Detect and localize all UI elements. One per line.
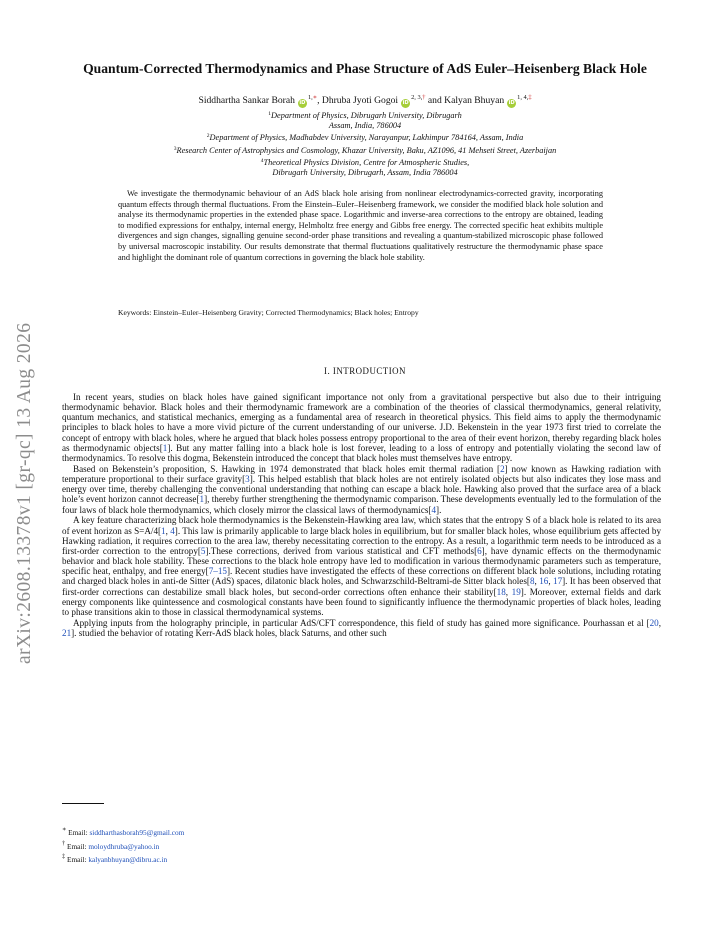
author-affil: 1,	[307, 94, 313, 101]
citation-link[interactable]: 6	[477, 545, 482, 556]
author-affil: 2, 3,	[411, 94, 423, 101]
citation-link[interactable]: 4	[170, 525, 175, 536]
email-link[interactable]: kalyanbhuyan@dibru.ac.in	[88, 855, 168, 864]
section-heading	[40, 366, 690, 376]
body-text: ]. Moreover, external fields and dark energy components like quintessence and cosmological constants have been found to significantly influence the thermodynamic properties of black holes, leading to phase transitions akin to those in classical thermodynamical systems.	[62, 586, 662, 617]
author-mark[interactable]: †	[422, 94, 426, 101]
orcid-icon[interactable]: iD	[299, 100, 306, 106]
body-paragraph	[62, 515, 661, 617]
section-title: INTRODUCTION	[332, 366, 406, 376]
body-text: ]. This helped establish that black holes are not entirely isolated objects but also indicates they lose mass and energy over time, thereby challenging the conventional understanding that nothing can escape a black hole. Hawking also proved that the surface area of a black hole’s event horizon cannot decrease[	[62, 474, 661, 505]
abstract	[118, 189, 603, 263]
author-sep: ,	[317, 95, 320, 106]
footnotes	[62, 825, 462, 866]
body-paragraph	[62, 392, 661, 463]
citation-link[interactable]: 5	[200, 545, 206, 556]
citation-link[interactable]: 4	[431, 504, 437, 515]
footnote-label: Email:	[67, 855, 87, 864]
affil-line: Theoretical Physics Division, Centre for Atmospheric Studies,	[263, 157, 470, 167]
author-mark[interactable]: ‡	[528, 94, 532, 101]
footnote-label: Email:	[67, 841, 87, 851]
body-text: ], have dynamic effects on the thermodynamic behavior and black hole stability. These corrections to the black hole entropy have led to modification in various thermodynamic parameters such as temperature, specific heat, enthalpy, and free energy[	[62, 545, 661, 577]
body-text: ,	[658, 617, 661, 628]
body-text: ]. studied the behavior of rotating Kerr-AdS black holes, black Saturns, and other such	[71, 627, 387, 638]
body-text: ]. Recent studies have investigated the effects of these corrections on different black hole solutions, including rotating and charged black holes in anti-de Sitter (AdS) spaces, dilatonic black holes, and Schwarzschild-Beltrami-de Sitter black holes[	[62, 566, 661, 587]
body-text: ,	[165, 525, 171, 536]
body-text: ]. This law is primarily applicable to large black holes in equilibrium, but for smaller black holes, whose equilibrium gets affected by Hawking radiation, it requires correction to the area law, thereby necessitating correction to the entropy. As a result, a logarithmic term needs to be introduced as a first-order correction to the entropy[	[62, 525, 662, 556]
citation-link[interactable]: 8	[529, 576, 535, 587]
body-text: ] now known as Hawking radiation with temperature proportional to their surface gravity[	[62, 463, 661, 485]
orcid-icon[interactable]: iD	[402, 100, 409, 106]
body-text: ,	[505, 586, 512, 597]
citation-link[interactable]: 19	[511, 586, 521, 597]
arxiv-stamp: arXiv:2608.13378v1 [gr-qc] 13 Aug 2026	[14, 322, 35, 664]
affiliations	[40, 109, 690, 178]
footnote-mark: ‡	[62, 853, 66, 860]
introduction-body	[62, 392, 661, 639]
body-text: ,	[548, 576, 553, 587]
author-line	[40, 93, 690, 108]
body-text: ], thereby further strengthening the thermodynamic comparison. These developments eventually led to the formulation of the four laws of black hole thermodynamics, which closely mirror the classical laws of thermodynamics[	[62, 494, 661, 515]
affil-number: 1	[268, 111, 272, 117]
body-paragraph	[62, 464, 661, 515]
citation-link[interactable]: 1	[162, 442, 168, 453]
citation-link[interactable]: 3	[245, 474, 250, 485]
body-text: ]. But any matter falling into a black hole is lost forever, leading to a loss of entropy and potentially violating the second law of thermodynamics. To resolve this dogma, Bekenstein introduced the concept that black holes must themselves have entropy.	[62, 442, 661, 463]
body-text: ].These corrections, derived from various statistical and CFT methods[	[205, 545, 478, 556]
footnote	[62, 852, 462, 866]
keywords: Keywords: Einstein–Euler–Heisenberg Gravity; Corrected Thermodynamics; Black holes; Entropy	[118, 308, 419, 317]
affil-number: 3	[173, 145, 177, 152]
citation-link[interactable]: 7–15	[208, 566, 227, 577]
citation-link[interactable]: 20	[649, 617, 659, 628]
footnote	[62, 839, 462, 853]
body-text: ]. It has been observed that first-order corrections can destabilize small black holes, but second-order corrections often enhance their stability[	[62, 576, 662, 597]
author-name: Kalyan Bhuyan	[444, 95, 505, 106]
affil-line: Research Center of Astrophysics and Cosmology, Khazar University, Baku, AZ1096, 41 Mehseti Street, Azerbaijan	[176, 145, 557, 155]
citation-link[interactable]: 18	[496, 586, 506, 597]
abstract-text: We investigate the thermodynamic behaviour of an AdS black hole arising from nonlinear electrodynamics-corrected gravity, incorporating quantum effects through thermal fluctuations. From the Einstein–Euler–Heisenberg framework, we consider the modified black hole solution and analyse its thermodynamic properties in the extended phase space. Logarithmic and inverse-area corrections to the entropy are obtained, leading to modified expressions for enthalpy, internal energy, Helmholtz free energy and Gibbs free energy. The corrected specific heat exhibits multiple divergences and sign changes, signalling genuine second-order phase transitions and revealing a quantum-stabilized microscopic phase followed by universal macroscopic instability. Our results demonstrate that thermal fluctuations qualitatively restructure the thermodynamic phase space and highlight the dominant role of quantum corrections in governing the black hole stability.	[118, 189, 603, 262]
citation-link[interactable]: 2	[500, 463, 505, 474]
section-number: I.	[324, 366, 331, 376]
author-name: Siddhartha Sankar Borah	[198, 95, 295, 106]
affil-line: Department of Physics, Dibrugarh University, Dibrugarh	[271, 111, 462, 120]
citation-link[interactable]: 1	[161, 525, 166, 536]
citation-link[interactable]: 16	[539, 576, 549, 587]
body-text: In recent years, studies on black holes have gained significant importance not only from a gravitational perspective but also due to their intriguing thermodynamic behavior. Black holes and their thermodynamic framework are a combination of the theories of classical thermodynamics, general relativity, quantum mechanics, and statistical mechanics, emerging as a fundamental area of research in theoretical physics. This field aims to apply the thermodynamic principles to black holes to have a more vivid picture of the current understanding of our universe. J.D. Bekenstein in the year 1973 first tried to correlate the concept of entropy with black holes, where he argued that black holes possess entropy proportional to the area of their event horizon, thereby regarding black holes as thermodynamic objects[	[62, 392, 661, 453]
orcid-icon[interactable]: iD	[508, 100, 515, 106]
citation-link[interactable]: 1	[199, 494, 205, 505]
footnote-mark: ∗	[62, 826, 67, 833]
footnote	[62, 825, 462, 839]
affil-line: Assam, India, 786004	[328, 121, 402, 131]
footnote-rule	[62, 803, 104, 804]
author-mark[interactable]: ∗	[312, 94, 318, 101]
author-affil: 1, 4,	[517, 94, 529, 101]
body-text: A key feature characterizing black hole thermodynamics is the Bekenstein-Hawking area law, which states that the entropy S of a black hole is related to its area of event horizon as S=A/4[	[62, 515, 661, 536]
affil-number: 4	[260, 157, 264, 164]
affil-line: Department of Physics, Madhabdev University, Narayanpur, Lakhimpur 784164, Assam, India	[209, 133, 524, 143]
citation-link[interactable]: 17	[553, 576, 563, 587]
email-link[interactable]: siddharthasborah95@gmail.com	[89, 828, 185, 837]
affil-line: Dibrugarh University, Dibrugarh, Assam, India 786004	[272, 168, 458, 178]
author-sep: and	[427, 95, 442, 106]
body-text: ,	[534, 576, 540, 587]
body-text: Applying inputs from the holography principle, in particular AdS/CFT correspondence, this field of study has gained more significance. Pourhassan et al [	[73, 617, 650, 628]
affil-number: 2	[206, 133, 210, 140]
paper-title: Quantum-Corrected Thermodynamics and Phase Structure of AdS Euler–Heisenberg Black Hole	[83, 61, 647, 76]
citation-link[interactable]: 21	[62, 627, 72, 638]
body-text: ].	[436, 504, 442, 515]
email-link[interactable]: moloydhruba@yahoo.in	[88, 841, 160, 851]
body-text: Based on Bekenstein’s proposition, S. Hawking in 1974 demonstrated that black holes emit thermal radiation [	[73, 463, 501, 474]
author-name: Dhruba Jyoti Gogoi	[321, 95, 399, 106]
body-paragraph	[62, 618, 661, 638]
footnote-mark: †	[62, 839, 66, 847]
footnote-label: Email:	[68, 828, 88, 837]
